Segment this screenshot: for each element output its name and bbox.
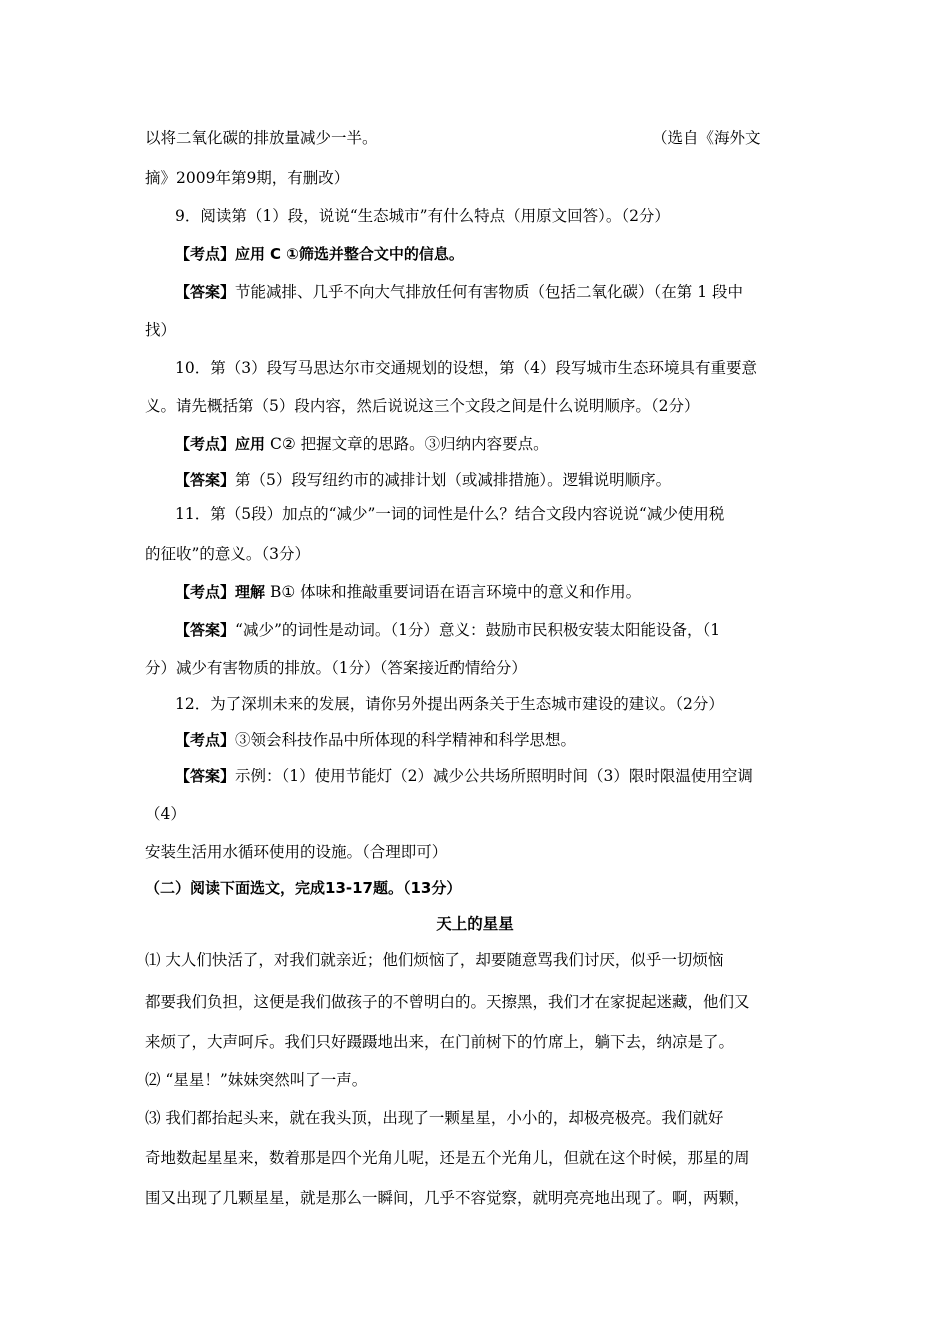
text-line: 义。请先概括第（5）段内容，然后说说这三个文段之间是什么说明顺序。（2分）: [145, 397, 700, 415]
source-note: （选自《海外文: [652, 129, 761, 147]
section-heading: （二）阅读下面选文，完成13-17题。（13分）: [145, 879, 462, 897]
emphasis-char: 少: [662, 505, 678, 523]
kaodian-text: ③领会科技作品中所体现的科学精神和科学思想。: [235, 731, 577, 749]
question-12: 12．为了深圳未来的发展，请你另外提出两条关于生态城市建设的建议。（2分）: [175, 695, 724, 713]
answer-label: 【答案】: [175, 621, 236, 639]
text-line: 的征收”的意义。（3分）: [145, 545, 311, 563]
q12-kaodian: [175, 730, 810, 750]
q11-text: 11．第（5段）加点的“减少”一词的词性是什么？结合文段内容说说“: [175, 505, 647, 523]
paragraph-line: 奇地数起星星来，数着那是四个光角儿呢，还是五个光角儿，但就在这个时候，那星的周: [145, 1149, 750, 1167]
paragraph-line: 围又出现了几颗星星，就是那么一瞬间，几乎不容觉察，就明亮亮地出现了。啊，两颗，: [145, 1189, 750, 1207]
emphasis-char: 减: [646, 505, 663, 523]
paragraph-line: ⑵ “星星！”妹妹突然叫了一声。: [145, 1071, 368, 1089]
q12-answer: [175, 766, 810, 786]
q9-kaodian: [175, 244, 810, 264]
paragraph-line: ⑶ 我们都抬起头来，就在我头顶，出现了一颗星星，小小的，却极亮极亮。我们就好: [145, 1109, 724, 1127]
paragraph-line: 来烦了，大声呵斥。我们只好蹑蹑地出来，在门前树下的竹席上，躺下去，纳凉是了。: [145, 1033, 735, 1051]
article-title: 天上的星星: [436, 915, 514, 933]
kaodian-label: 【考点】理解: [175, 583, 266, 601]
answer-label: 【答案】: [175, 767, 236, 785]
question-11: [175, 504, 810, 524]
kaodian-text: C② 把握文章的思路。③归纳内容要点。: [269, 435, 549, 453]
answer-text: 示例：（1）使用节能灯（2）减少公共场所照明时间（3）限时限温使用空调: [235, 767, 753, 785]
text-line: 分）减少有害物质的排放。（1分）（答案接近酌情给分）: [145, 659, 527, 677]
paragraph-line: 都要我们负担，这便是我们做孩子的不曾明白的。天擦黑，我们才在家捉起迷藏，他们又: [145, 993, 750, 1011]
q11-answer: [175, 620, 810, 640]
answer-text: “减少”的词性是动词。（1分）意义：鼓励市民积极安装太阳能设备，（1: [235, 621, 721, 639]
question-9: 9．阅读第（1）段，说说“生态城市”有什么特点（用原文回答）。（2分）: [175, 207, 670, 225]
text-line: 摘》2009年第9期，有删改）: [145, 169, 350, 187]
text-line: 以将二氧化碳的排放量减少一半。: [145, 129, 378, 147]
q11-text: 使用税: [677, 505, 725, 523]
kaodian-label: 【考点】应用: [175, 435, 266, 453]
q10-answer: [175, 470, 810, 490]
paragraph-line: ⑴ 大人们快活了，对我们就亲近；他们烦恼了，却要随意骂我们讨厌，似乎一切烦恼: [145, 951, 724, 969]
text-line: （4）: [145, 805, 186, 823]
answer-label: 【答案】: [175, 471, 236, 489]
text-line: 找）: [145, 321, 177, 339]
answer-label: 【答案】: [175, 283, 236, 301]
question-10: 10．第（3）段写马思达尔市交通规划的设想，第（4）段写城市生态环境具有重要意: [175, 359, 757, 377]
kaodian-text: C ①筛选并整合文中的信息。: [269, 245, 464, 263]
text-line: 安装生活用水循环使用的设施。（合理即可）: [145, 843, 448, 861]
q10-kaodian: [175, 434, 810, 454]
kaodian-label: 【考点】应用: [175, 245, 266, 263]
answer-text: 第（5）段写纽约市的减排计划（或减排措施）。逻辑说明顺序。: [235, 471, 672, 489]
kaodian-text: B① 体味和推敲重要词语在语言环境中的意义和作用。: [269, 583, 642, 601]
kaodian-label: 【考点】: [175, 731, 236, 749]
q9-answer: [175, 282, 810, 302]
answer-text: 节能减排、几乎不向大气排放任何有害物质（包括二氧化碳）（在第 1 段中: [235, 283, 743, 301]
q11-kaodian: [175, 582, 810, 602]
